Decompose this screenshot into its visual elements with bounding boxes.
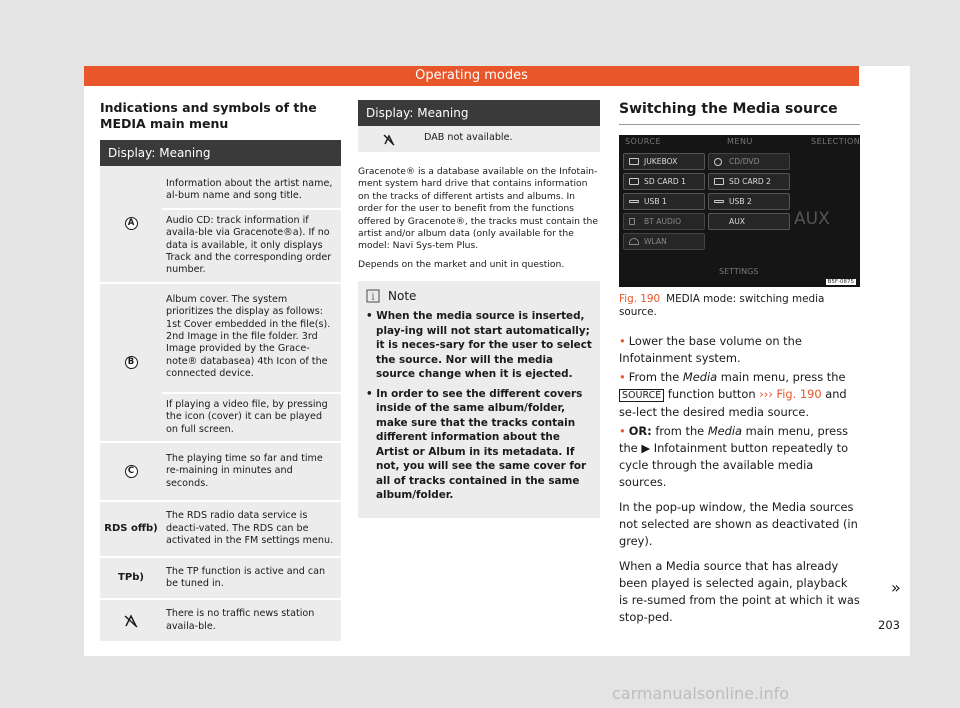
jukebox-icon [629, 158, 639, 165]
table-cell: Information about the artist name, al-bum name and song title. [162, 166, 341, 210]
screen-button: USB 1 [623, 193, 705, 210]
table-header: Display: Meaning [100, 140, 341, 166]
note-box: i Note • When the media source is inserted, play-ing will not start automatically; it is neces-sary for the user to select the source. Nor will the media source change when it is ejected. • In order to see the different covers inside of the same album/folder, make sure that the tracks contain different information about the Artist or Album in its metadata. If not, you will see the same cover for all of tracks contained in the same album/folder. [358, 281, 600, 518]
column-3 [619, 100, 860, 628]
svg-text:i: i [371, 292, 375, 304]
screen-button: USB 2 [708, 193, 790, 210]
table-cell: Audio CD: track information if availa-ble via Gracenote®a). If no data is available, it only displays Track and the corresponding order number. [166, 214, 332, 276]
screen-button: WLAN [623, 233, 705, 250]
symbol-table [100, 166, 341, 643]
screen-aux-label: AUX [794, 209, 830, 229]
table-cell: The TP function is active and can be tuned in. [166, 565, 326, 589]
watermark: carmanualsonline.info [612, 684, 790, 703]
column-2 [358, 100, 600, 518]
table-row [100, 166, 341, 284]
screen-tab: SELECTION [811, 137, 860, 146]
media-screen-figure [619, 135, 860, 287]
page-number: 203 [878, 618, 900, 632]
table-row [100, 502, 341, 557]
footnote-a: Gracenote® is a database available on the Infotain-ment system hard drive that contains information on the tracks of different artists and albums. In order for the user to benefit from the functions offered by Gracenote®, the tracks must contain the artist and/or album data (only available for the model: Navi Sys-tem Plus. [358, 166, 599, 252]
sd-card-icon [714, 178, 724, 185]
info-icon [366, 289, 380, 303]
screen-button: AUX [708, 213, 790, 230]
footnotes [358, 166, 600, 271]
usb-icon [629, 200, 639, 203]
screen-button: SD CARD 1 [623, 173, 705, 190]
aux-icon [714, 218, 724, 225]
table-cell: Album cover. The system prioritizes the display as follows: 1st Cover embedded in the file(s). 2nd Image in the file folder. 3rd Image provided by the Grace-note® databasea) 4th Icon of the connected device. [162, 284, 341, 394]
screen-button: CD/DVD [708, 153, 790, 170]
body-text: • Lower the base volume on the Infotainment system. • From the Media main menu, press the SOURCE function button ››› Fig. 190 and se-lect the desired media source. • OR: from the Media main menu, press the ▶ Infotainment button repeatedly to cycle through the available media sources. In the pop-up window, the Media sources not selected are shown as deactivated (in grey). When a Media source that has already been played is selected again, playback is re-sumed from the point at which it was stop-ped. [619, 334, 860, 624]
footnote-b: Depends on the market and unit in question. [358, 258, 565, 270]
paragraph: In the pop-up window, the Media sources not selected are shown as deactivated (in grey). [619, 500, 858, 548]
figure-ref: ››› Fig. 190 [759, 387, 822, 401]
marker-a: A [125, 217, 138, 230]
screen-tab: SOURCE [625, 137, 662, 146]
table-cell: There is no traffic news station availa-ble. [166, 608, 315, 632]
note-item: In order to see the different covers inside of the same album/folder, make sure that the tracks contain different information about the Artist or Album in its metadata. If not, you will see the same cover for all of tracks contained in the same album/folder. [376, 387, 587, 502]
dab-off-icon [381, 132, 397, 146]
note-item: When the media source is inserted, play-ing will not start automatically; it is neces-sary for the user to select the source. Nor will the media source change when it is ejected. [376, 310, 592, 381]
marker-c: C [125, 465, 138, 478]
sd-card-icon [629, 178, 639, 185]
continue-marker: » [891, 578, 901, 597]
bluetooth-icon [629, 218, 635, 225]
page-header: Operating modes [84, 66, 859, 86]
disc-icon [714, 158, 722, 166]
section-title: Switching the Media source [619, 100, 860, 125]
table-cell: The RDS radio data service is deacti-vated. The RDS can be activated in the FM settings menu. [166, 510, 334, 547]
screen-settings-label: SETTINGS [719, 267, 759, 276]
screen-button: JUKEBOX [623, 153, 705, 170]
table-row [100, 558, 341, 601]
note-title: Note [388, 289, 417, 304]
marker-b: B [125, 356, 138, 369]
table-row [100, 443, 341, 502]
figure-code: B5F-0875 [827, 279, 854, 285]
column-1 [100, 100, 341, 643]
screen-button: SD CARD 2 [708, 173, 790, 190]
table-cell: If playing a video file, by pressing the icon (cover) it can be played on full screen. [166, 398, 328, 435]
screen-button: BT AUDIO [623, 213, 705, 230]
usb-icon [714, 200, 724, 203]
table-row [100, 284, 341, 443]
paragraph: When a Media source that has already been played is selected again, playback is re-sumed from the point at which it was stop-ped. [619, 559, 860, 624]
source-key: SOURCE [619, 389, 664, 402]
no-traffic-icon [123, 614, 139, 628]
table-cell: The playing time so far and time re-maining in minutes and seconds. [166, 453, 323, 489]
section-title: Indications and symbols of the MEDIA main menu [100, 100, 317, 131]
table-row [100, 600, 341, 643]
wlan-icon [629, 238, 639, 245]
table-row [358, 126, 600, 154]
table-cell: DAB not available. [424, 132, 513, 143]
tp-label: TPb) [118, 571, 144, 583]
screen-tab: MENU [727, 137, 753, 146]
rds-off-label: RDS offb) [104, 522, 158, 534]
next-icon: ▶ [641, 441, 651, 455]
table-header: Display: Meaning [358, 100, 600, 126]
figure-caption: Fig. 190 MEDIA mode: switching media source. [619, 293, 825, 318]
